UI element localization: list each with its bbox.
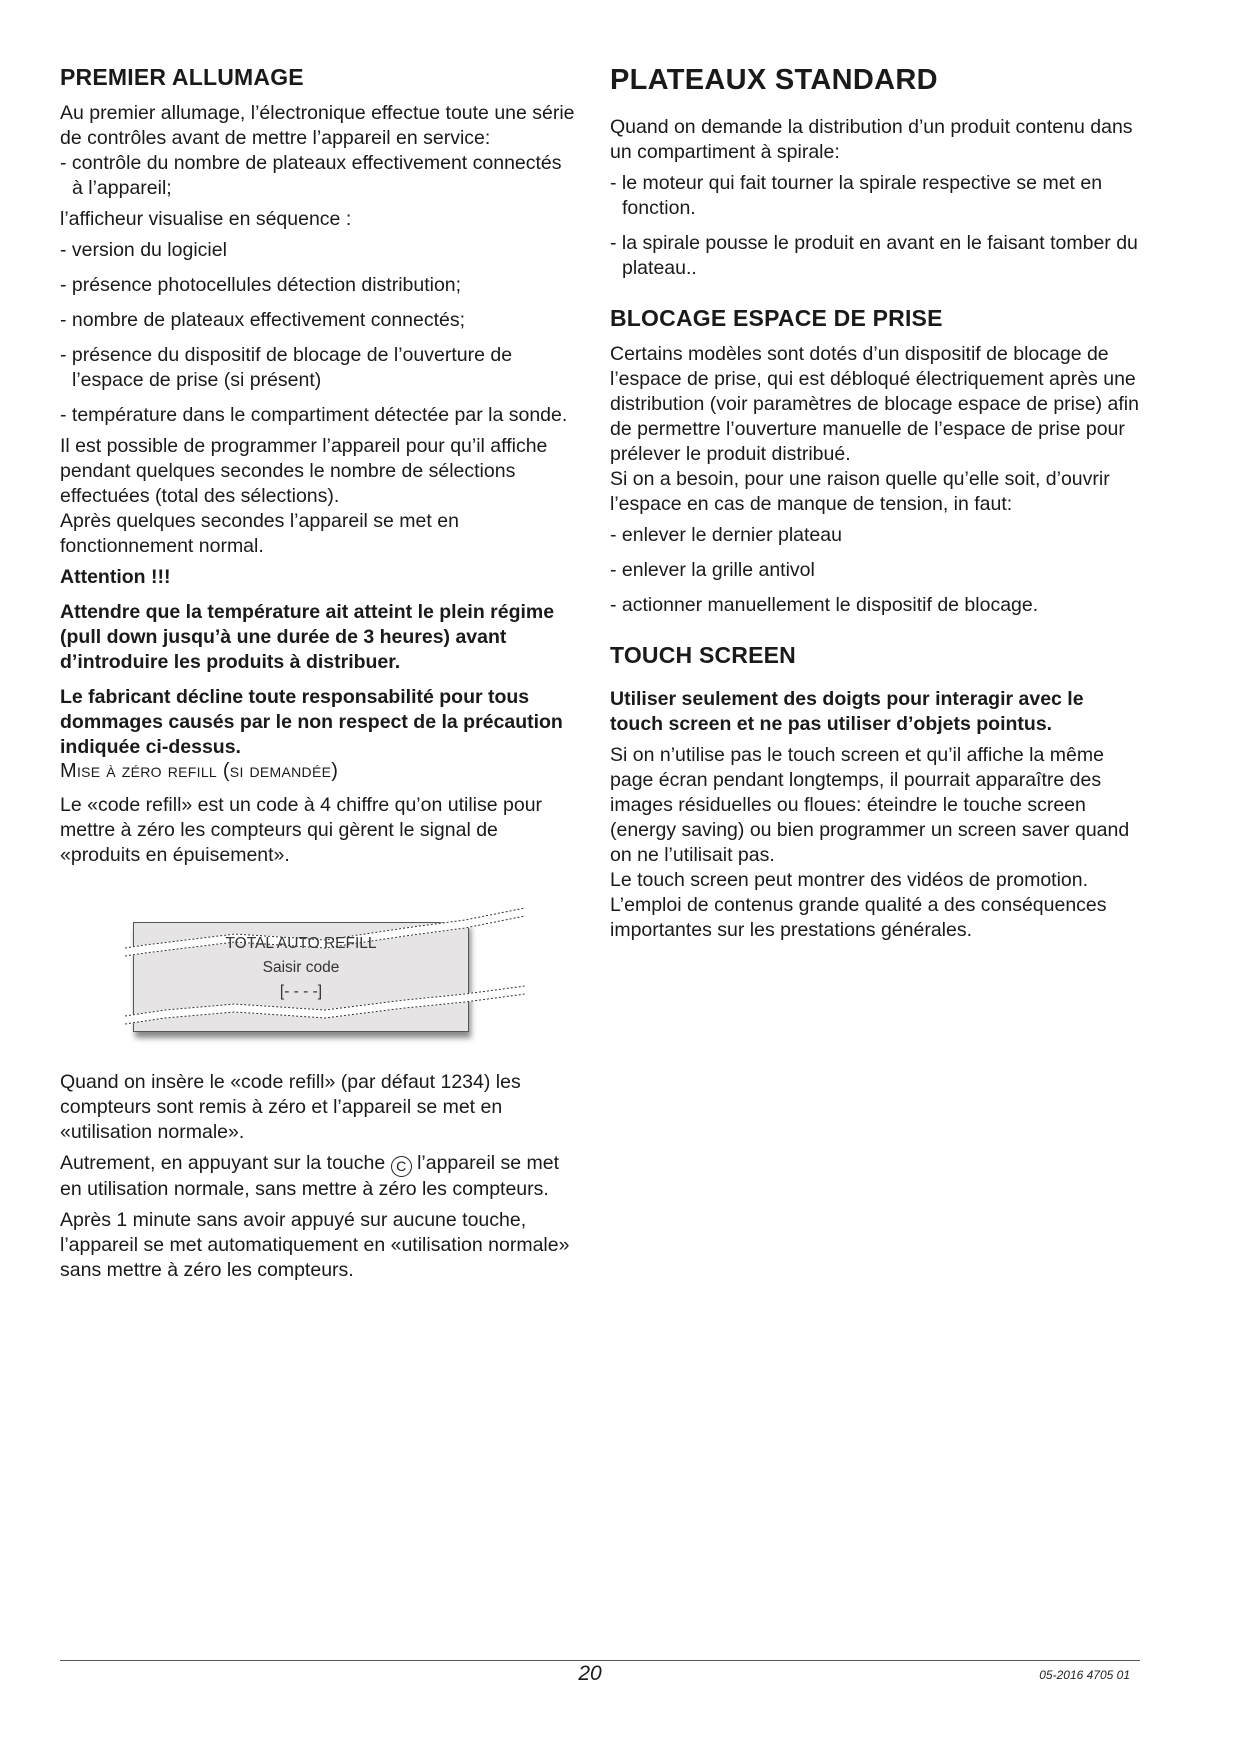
footer-rule [60, 1660, 1140, 1661]
display-line-code: [- - - -] [279, 983, 323, 1000]
touch-warning: Utiliser seulement des doigts pour interagir avec le touch screen et ne pas utiliser d’objets pointus. [610, 688, 1084, 735]
touch-screen-heading: TOUCH SCREEN [610, 642, 796, 668]
sequence-item: - nombre de plateaux effectivement connectés; [60, 309, 466, 331]
normal-operation-paragraph: Après quelques secondes l’appareil se met en fonctionnement normal. [60, 510, 459, 557]
blocage-item: - enlever le dernier plateau [610, 524, 842, 546]
check-item: - contrôle du nombre de plateaux effectivement connectés à l’appareil; [60, 152, 562, 199]
refill-heading: Mise à zéro refill (si demandée) [60, 760, 339, 782]
programming-paragraph: Il est possible de programmer l’appareil pour qu’il affiche pendant quelques secondes le nombre de sélections effectuées (total des sélections). [60, 435, 548, 507]
premier-allumage-heading: PREMIER ALLUMAGE [60, 64, 304, 90]
sequence-item: - version du logiciel [60, 239, 227, 261]
attention-wait-paragraph: Attendre que la température ait atteint le plein régime (pull down jusqu’à une durée de 3 heures) avant d’introduire les produits à distribuer. [60, 601, 555, 673]
c-button-icon: C [391, 1156, 412, 1177]
sequence-item: - température dans le compartiment détectée par la sonde. [60, 404, 568, 426]
touch-quality-paragraph: L’emploi de contenus grande qualité a des conséquences importantes sur les prestations générales. [610, 894, 1107, 941]
blocage-item: - actionner manuellement le dispositif de blocage. [610, 594, 1039, 616]
otherwise-text-after: l’appareil se met en utilisation normale, sans mettre à zéro les compteurs. [60, 1152, 560, 1200]
sequence-intro: l’afficheur visualise en séquence : [60, 208, 352, 230]
attention-label: Attention !!! [60, 566, 171, 588]
left-column [60, 64, 575, 1283]
timeout-paragraph: Après 1 minute sans avoir appuyé sur aucune touche, l’appareil se met automatiquement en «utilisation normale» sans mettre à zéro les compteurs. [60, 1209, 570, 1281]
display-line-title: TOTAL AUTO REFILL [225, 935, 377, 952]
otherwise-paragraph [60, 1151, 575, 1202]
touch-paragraph: Si on n’utilise pas le touch screen et qu’il affiche la même page écran pendant longtemps, il pourrait apparaître des images résiduelles ou floues: éteindre le touche screen (energy saving) ou bien programmer un screen saver quand on ne l’utilisait pas. [610, 744, 1130, 866]
page-number: 20 [578, 1662, 602, 1685]
plateaux-heading: PLATEAUX STANDARD [610, 64, 938, 96]
otherwise-text-before: Autrement, en appuyant sur la touche [60, 1152, 386, 1174]
refill-paragraph: Le «code refill» est un code à 4 chiffre qu’on utilise pour mettre à zéro les compteurs qui gèrent le signal de «produits en épuisement». [60, 794, 543, 866]
blocage-need-paragraph: Si on a besoin, pour une raison quelle qu’elle soit, d’ouvrir l’espace en cas de manque de tension, in faut: [610, 468, 1110, 515]
document-code: 05-2016 4705 01 [1039, 1668, 1130, 1682]
liability-paragraph: Le fabricant décline toute responsabilité pour tous dommages causés par le non respect de la précaution indiquée ci-dessus. [60, 686, 563, 758]
display-line-prompt: Saisir code [262, 959, 340, 976]
plateaux-item: - le moteur qui fait tourner la spirale respective se met en fonction. [610, 172, 1103, 219]
blocage-heading: BLOCAGE ESPACE DE PRISE [610, 305, 943, 331]
display-text [133, 932, 469, 1004]
right-column [610, 64, 1140, 943]
intro-paragraph: Au premier allumage, l’électronique effectue toute une série de contrôles avant de mettre l’appareil en service: [60, 102, 575, 149]
blocage-paragraph: Certains modèles sont dotés d’un dispositif de blocage de l’espace de prise, qui est débloqué électriquement après une distribution (voir paramètres de blocage espace de prise) afin de permettre l’ouverture manuelle de l’espace de prise pour prélever le produit distribué. [610, 343, 1139, 465]
plateaux-intro: Quand on demande la distribution d’un produit contenu dans un compartiment à spirale: [610, 116, 1133, 163]
blocage-item: - enlever la grille antivol [610, 559, 815, 581]
insert-code-paragraph: Quand on insère le «code refill» (par défaut 1234) les compteurs sont remis à zéro et l’appareil se met en «utilisation normale». [60, 1071, 521, 1143]
sequence-item: - présence photocellules détection distribution; [60, 274, 462, 296]
sequence-item: - présence du dispositif de blocage de l’ouverture de l’espace de prise (si présent) [60, 344, 513, 391]
display-illustration [125, 902, 545, 1052]
plateaux-item: - la spirale pousse le produit en avant en le faisant tomber du plateau.. [610, 232, 1138, 279]
touch-video-paragraph: Le touch screen peut montrer des vidéos de promotion. [610, 869, 1089, 891]
